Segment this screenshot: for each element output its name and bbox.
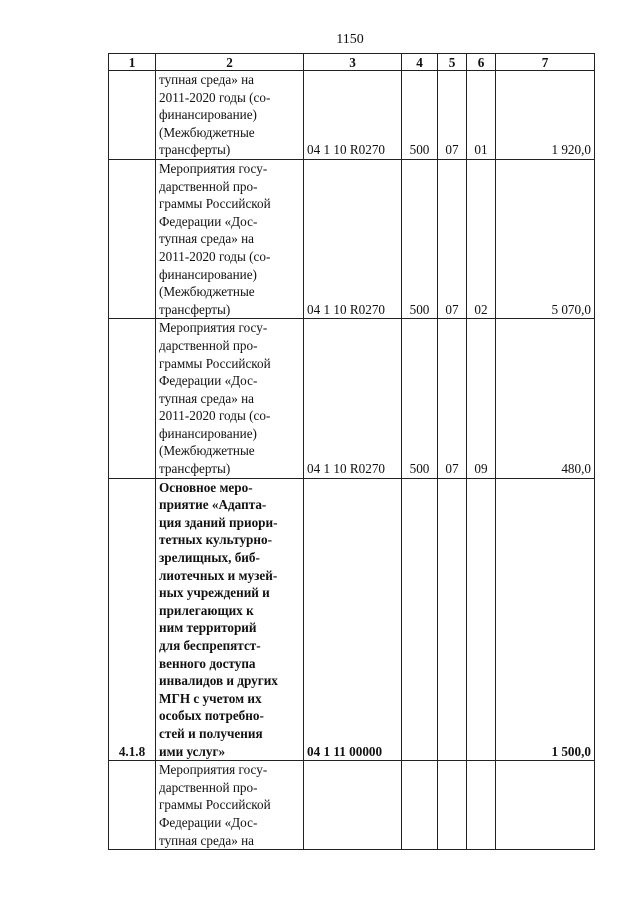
target-article-code: 04 1 10 R0270	[304, 159, 402, 318]
item-name-line: Основное меро-	[159, 479, 253, 495]
item-name-line: трансферты)	[159, 461, 231, 477]
item-name-line: финансирование)	[159, 425, 257, 441]
table-row	[109, 761, 595, 850]
expense-type-code: 500	[402, 319, 438, 478]
target-article-code: 04 1 10 R0270	[304, 71, 402, 160]
table-body	[109, 71, 595, 850]
item-name-line: Федерации «Дос-	[159, 814, 258, 830]
item-name-line: для беспрепятст-	[159, 638, 261, 653]
item-number	[109, 319, 156, 478]
item-name-line: Мероприятия госу-	[159, 762, 268, 778]
col-header-7: 7	[496, 54, 595, 71]
expense-type-code: 500	[402, 71, 438, 160]
item-name-line: дарственной про-	[159, 178, 258, 194]
section-code: 07	[438, 319, 467, 478]
subsection-code: 02	[467, 159, 496, 318]
amount: 5 070,0	[496, 159, 595, 318]
item-number: 4.1.8	[109, 478, 156, 761]
item-name-line: граммы Российской	[159, 355, 271, 371]
item-name-line: ных учреждений и	[159, 585, 270, 601]
item-name-line: ция зданий приори-	[159, 514, 278, 530]
col-header-6: 6	[467, 54, 496, 71]
budget-table	[108, 53, 595, 850]
item-name-line: 2011-2020 годы (со-	[159, 408, 271, 424]
section-code	[438, 478, 467, 761]
item-name-line: прилегающих к	[159, 602, 254, 618]
item-name-line: зрелищных, биб-	[159, 550, 260, 566]
item-number	[109, 159, 156, 318]
item-name-line: граммы Российской	[159, 797, 271, 813]
section-code: 07	[438, 159, 467, 318]
section-code	[438, 761, 467, 850]
expense-type-code: 500	[402, 159, 438, 318]
item-name-line: тупная среда» на	[159, 231, 255, 247]
item-name-line: тупная среда» на	[159, 390, 255, 406]
item-name-line: дарственной про-	[159, 337, 258, 353]
item-name	[156, 159, 304, 318]
expense-type-code	[402, 761, 438, 850]
amount: 1 920,0	[496, 71, 595, 160]
table-row	[109, 478, 595, 761]
target-article-code: 04 1 10 R0270	[304, 319, 402, 478]
item-name-line: финансирование)	[159, 107, 257, 123]
target-article-code	[304, 761, 402, 850]
item-name-line: ним территорий	[159, 620, 257, 636]
subsection-code: 09	[467, 319, 496, 478]
item-name-line: ими услуг»	[159, 743, 226, 759]
item-name-line: тупная среда» на	[159, 832, 255, 848]
item-name-line: Мероприятия госу-	[159, 160, 268, 176]
item-number	[109, 761, 156, 850]
col-header-1: 1	[109, 54, 156, 71]
item-name-line: тетных культурно-	[159, 532, 272, 548]
table-row	[109, 319, 595, 478]
item-name-line: Федерации «Дос-	[159, 373, 258, 389]
item-name-line: (Межбюджетные	[159, 124, 255, 140]
subsection-code	[467, 761, 496, 850]
item-name	[156, 478, 304, 761]
item-name-line: стей и получения	[159, 725, 263, 741]
item-name-line: дарственной про-	[159, 779, 258, 795]
item-name-line: приятие «Адапта-	[159, 497, 267, 513]
table-row	[109, 159, 595, 318]
item-name-line: венного доступа	[159, 655, 256, 671]
item-name-line: МГН с учетом их	[159, 690, 262, 706]
subsection-code	[467, 478, 496, 761]
item-name-line: особых потребно-	[159, 708, 264, 724]
item-name-line: 2011-2020 годы (со-	[159, 248, 271, 264]
amount: 480,0	[496, 319, 595, 478]
subsection-code: 01	[467, 71, 496, 160]
item-number	[109, 71, 156, 160]
item-name-line: финансирование)	[159, 266, 257, 282]
table-row	[109, 71, 595, 160]
item-name-line: (Межбюджетные	[159, 284, 255, 300]
item-name-line: тупная среда» на	[159, 72, 255, 87]
col-header-3: 3	[304, 54, 402, 71]
item-name-line: трансферты)	[159, 301, 231, 317]
item-name	[156, 71, 304, 160]
item-name-line: Мероприятия госу-	[159, 320, 268, 336]
col-header-5: 5	[438, 54, 467, 71]
item-name-line: (Межбюджетные	[159, 443, 255, 459]
item-name-line: граммы Российской	[159, 196, 271, 212]
col-header-2: 2	[156, 54, 304, 71]
header-row	[109, 54, 595, 71]
item-name	[156, 319, 304, 478]
item-name-line: 2011-2020 годы (со-	[159, 89, 271, 105]
item-name-line: Федерации «Дос-	[159, 213, 258, 229]
col-header-4: 4	[402, 54, 438, 71]
amount: 1 500,0	[496, 478, 595, 761]
item-name-line: трансферты)	[159, 142, 231, 158]
item-name-line: инвалидов и других	[159, 673, 278, 689]
item-name-line: лиотечных и музей-	[159, 567, 278, 583]
expense-type-code	[402, 478, 438, 761]
item-name	[156, 761, 304, 850]
section-code: 07	[438, 71, 467, 160]
target-article-code: 04 1 11 00000	[304, 478, 402, 761]
amount	[496, 761, 595, 850]
page-number: 1150	[336, 32, 364, 47]
